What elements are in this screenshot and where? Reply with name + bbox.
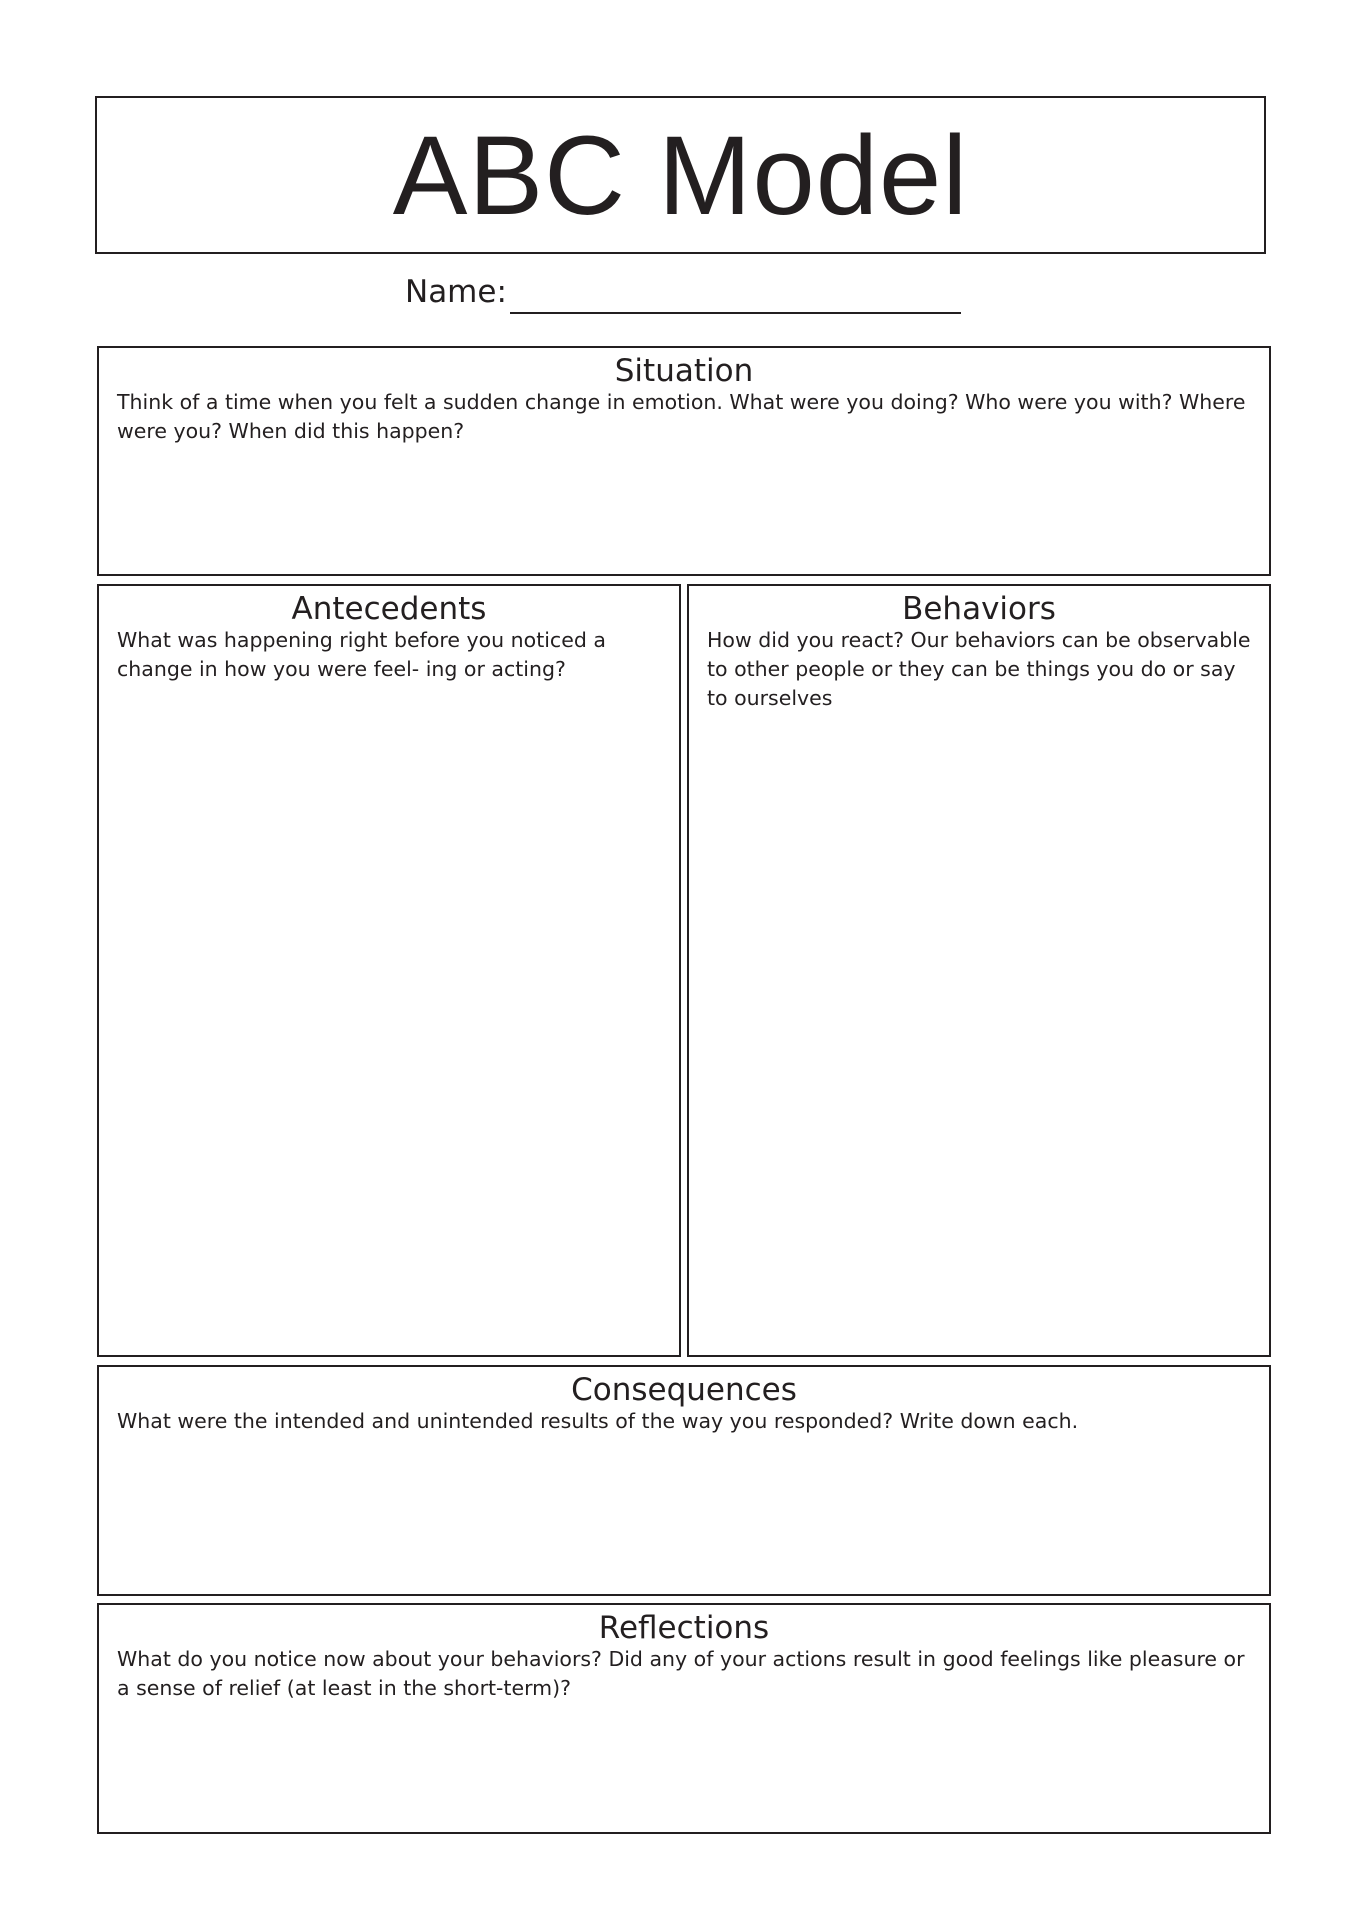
behaviors-title: Behaviors	[902, 591, 1056, 627]
antecedents-prompt: What was happening right before you noticed a change in how you were feel- ing or acting?	[117, 628, 606, 681]
consequences-title: Consequences	[571, 1372, 797, 1408]
consequences-box[interactable]	[97, 1365, 1271, 1596]
name-label: Name:	[405, 274, 507, 310]
reflections-prompt: What do you notice now about your behaviors? Did any of your actions result in good feelings like pleasure or a sense of relief (at least in the short-term)?	[117, 1647, 1245, 1700]
situation-prompt: Think of a time when you felt a sudden change in emotion. What were you doing? Who were you with? Where were you? When did this happen?	[117, 390, 1246, 443]
behaviors-box[interactable]	[687, 584, 1271, 1357]
reflections-title: Reflections	[598, 1610, 770, 1646]
consequences-prompt: What were the intended and unintended results of the way you responded? Write down each.	[117, 1409, 1079, 1433]
page-title: ABC Model	[392, 112, 969, 238]
antecedents-box[interactable]	[97, 584, 681, 1357]
behaviors-prompt: How did you react? Our behaviors can be observable to other people or they can be things you do or say to ourselves	[707, 628, 1251, 710]
title-box	[95, 96, 1266, 254]
situation-box[interactable]	[97, 346, 1271, 576]
reflections-box[interactable]	[97, 1603, 1271, 1834]
antecedents-title: Antecedents	[291, 591, 487, 627]
name-row	[405, 272, 965, 316]
situation-title: Situation	[614, 353, 754, 389]
name-field[interactable]	[510, 312, 961, 314]
